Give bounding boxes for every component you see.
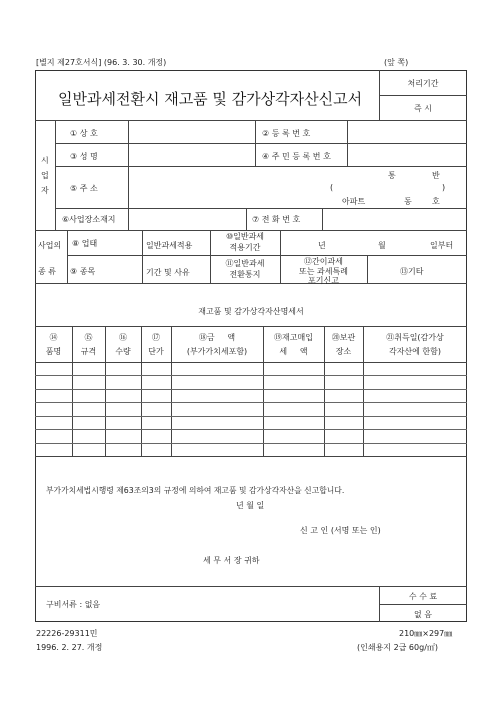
business-kind-label-1: 사업의 [38,241,62,250]
col-spec: ⑮ 규격 [80,333,97,356]
col-quantity: ⑯ 수량 [115,333,131,356]
col-amount: ⑱금 액 (부가가치세포함) [186,333,248,356]
business-type-label: ⑧ 업태 [72,239,98,248]
addr-ban: 반 [432,171,440,180]
addr-paren-open: ( [330,183,334,192]
simple-tax-waiver-label: ⑫간이과세 또는 과세특례 포기신고 [299,257,348,285]
filer-signature: 신 고 인 (서명 또는 인) [300,526,381,535]
revision-date: 1996. 2. 27. 개정 [36,643,103,652]
table-row [35,402,467,403]
declaration-date: 년 월 일 [236,501,265,510]
paper-size: 210㎜×297㎜ [399,629,453,638]
addr-apt: 아파트 [342,197,366,206]
date-month: 월 [378,241,386,250]
business-item-label: ⑨ 종목 [70,267,96,276]
business-label-1: 시 [41,156,49,165]
table-row [35,416,467,417]
reg-number-label: ② 등 록 번 호 [262,129,311,138]
declaration-text: 부가가치세법시행령 제63조의3의 규정에 의하여 재고품 및 감가상각자산을 신고합니다. [46,486,345,495]
fee-value: 없 음 [414,610,432,619]
col-storage: ⑳보관 장소 [331,333,356,356]
page-side: (앞 쪽) [384,58,409,67]
addr-tong: 통 [388,171,396,180]
apply-label: 일반과세적용 [146,241,193,250]
detail-section-title: 재고품 및 감가상각자산명세서 [198,307,304,316]
business-label-3: 자 [41,186,49,195]
form-title: 일반과세전환시 재고품 및 감가상각자산신고서 [58,90,363,108]
addressee: 세 무 서 장 귀하 [203,556,260,565]
date-year: 년 [318,241,326,250]
id-number-label: ④ 주 민 등 록 번 호 [262,152,331,161]
required-docs: 구비서류 : 없음 [46,600,101,609]
address-label: ⑤ 주 소 [70,184,98,193]
conversion-notice-label: ⑪일반과세 전환통지 [225,259,265,279]
paper-type: (인쇄용지 2급 60g/㎡) [357,643,439,652]
processing-period-label: 처리기간 [407,79,439,88]
table-row [35,375,467,376]
business-kind-label-2: 종 류 [38,267,56,276]
form-number: [별지 제27호서식] (96. 3. 30. 개정) [36,58,167,67]
addr-paren-close: ) [442,183,446,192]
period-reason-label: 기간 및 사유 [146,268,190,277]
col-acquired-date: ㉑취득일(감가상 각자산에 한함) [386,333,444,356]
other-label: ⑬기타 [400,267,424,276]
col-input-tax: ⑲재고매입 세 액 [274,333,313,356]
business-label-2: 업 [41,171,49,180]
form-code: 22226-29311민 [36,629,98,638]
table-row [35,456,467,457]
date-from: 일부터 [430,241,454,250]
person-name-label: ③ 성 명 [70,152,98,161]
fee-label: 수 수 료 [408,592,438,601]
business-location-label: ⑥사업장소재지 [62,215,116,224]
table-row [35,429,467,430]
name-label: ① 상 호 [70,129,98,138]
addr-dong: 동 [404,197,412,206]
apply-date-label: ⑩일반과세 적용기간 [225,232,265,252]
col-unit-price: ⑰ 단가 [148,333,164,356]
table-row [35,443,467,444]
col-item-name: ⑭ 품명 [45,333,62,356]
table-row [35,389,467,390]
addr-ho: 호 [432,197,440,206]
processing-period-value: 즉 시 [414,104,432,113]
phone-label: ⑦ 전 화 번 호 [252,215,301,224]
